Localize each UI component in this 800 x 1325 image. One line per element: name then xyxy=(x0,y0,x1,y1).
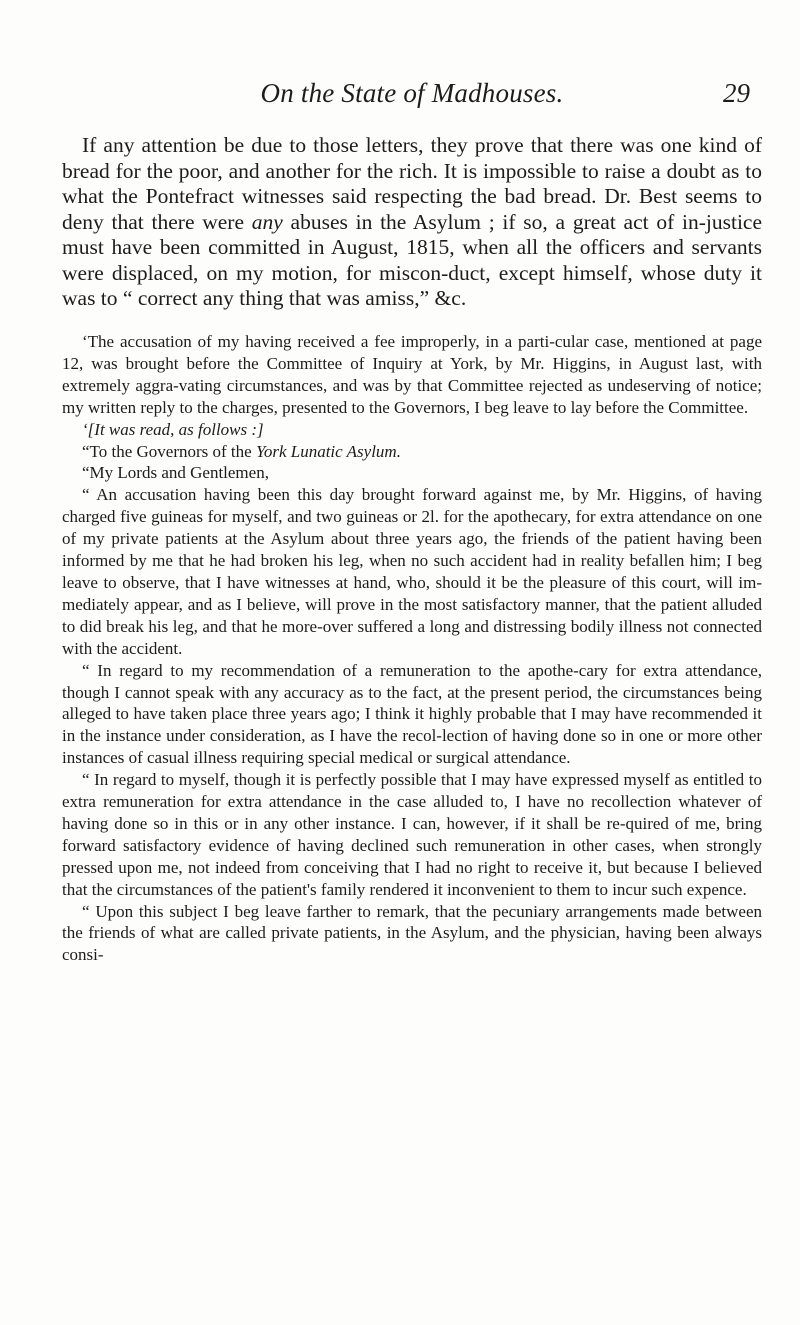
main-paragraph xyxy=(62,133,762,312)
running-title: On the State of Madhouses. xyxy=(260,78,564,108)
page-number: 29 xyxy=(723,78,750,108)
main-paragraph-text-2: abuses in the Asylum ; if so, a great act of in-justice must have been committed in August, 1815, when all the officers and servants were displaced, on my motion, for miscon-duct, except himself, whose duty it was to “ correct any thing that was amiss,” &c. xyxy=(62,209,762,310)
letter-paragraph-4: “ Upon this subject I beg leave farther to remark, that the pecuniary arrangements made between the friends of what are called private patients, in the Asylum, and the physician, having been always consi- xyxy=(62,901,762,965)
main-paragraph-emphasis: any xyxy=(251,209,283,234)
letter-intro: ‘The accusation of my having received a fee improperly, in a parti-cular case, mentioned at page 12, was brought before the Committee of Inquiry at York, by Mr. Higgins, in August last, with extremely aggra-vating circumstances, and was by that Committee rejected as undeserving of notice; my written reply to the charges, presented to the Governors, I beg leave to lay before the Committee. xyxy=(62,332,762,417)
letter-address xyxy=(62,441,762,463)
letter-paragraph-1: “ An accusation having been this day brought forward against me, by Mr. Higgins, of having charged five guineas for myself, and two guineas or 2l. for the apothecary, for extra attendance on one of my private patients at the Asylum about three years ago, the friends of the patient having been informed by me that he had broken his leg, when no such accident had in reality befallen him; I beg leave to observe, that I have witnesses at hand, who, should it be the pleasure of this court, will im-mediately appear, and as I believe, will prove in the most satisfactory manner, that the patient alluded to did break his leg, and that he more-over suffered a long and distressing bodily illness not connected with the accident. xyxy=(62,485,762,658)
letter-paragraph-2: “ In regard to my recommendation of a remuneration to the apothe-cary for extra attendance, though I cannot speak with any accuracy as to the fact, at the present period, the circumstances being alleged to have taken place three years ago; I think it highly probable that I may have recommended it in the instance under consideration, as I have the recol-lection of having done so in one or more other instances of casual illness requiring special medical or surgical attendance. xyxy=(62,660,762,768)
letter-salutation: “My Lords and Gentlemen, xyxy=(82,463,269,483)
main-paragraph-text-1: If any attention be due to those letters, they prove that there was one kind of bread for the poor, and another for the rich. It is impossible to raise a doubt as to what the Pontefract witnesses said respecting the bad bread. Dr. Best seems to deny that there were xyxy=(62,133,762,234)
page-header xyxy=(62,78,762,118)
letter-paragraph-3: “ In regard to myself, though it is perfectly possible that I may have expressed myself as entitled to extra remuneration for extra attendance in the case alluded to, I have no recollection whatever of having done so in this or in any other instance. I can, however, if it shall be re-quired of me, bring forward satisfactory evidence of having declined such remuneration in other cases, when strongly pressed upon me, not indeed from conceiving that I had no right to receive it, but because I believed that the circumstances of the patient's family rendered it inconvenient to them to incur such expence. xyxy=(62,770,762,899)
read-note: ‘[It was read, as follows :] xyxy=(82,419,264,439)
letter-block xyxy=(62,331,762,966)
letter-address-institution: York Lunatic Asylum. xyxy=(255,441,401,461)
letter-address-prefix: “To the Governors of the xyxy=(82,441,256,461)
